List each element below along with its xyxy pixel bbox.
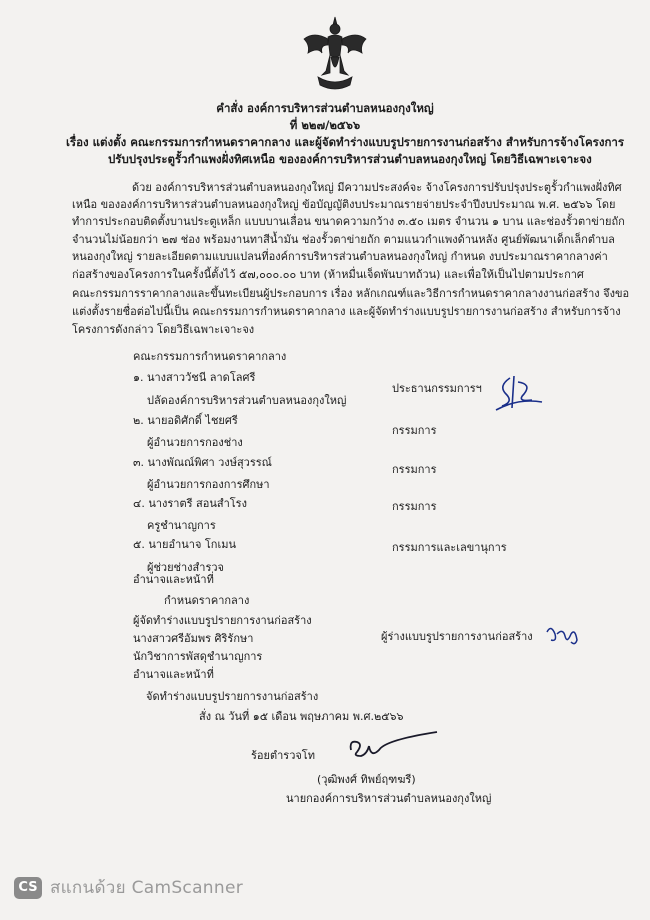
drafter-name: นางสาวศรีอัมพร ศิริรักษา	[133, 632, 254, 645]
committee-heading: คณะกรรมการกำหนดราคากลาง	[133, 350, 287, 363]
drafter-role: ผู้ร่างแบบรูปรายการงานก่อสร้าง	[381, 630, 533, 643]
member-position: ผู้ช่วยช่างสำรวจ	[147, 561, 224, 574]
order-title: คำสั่ง องค์การบริหารส่วนตำบลหนองกุงใหญ่	[216, 101, 434, 115]
body-line: ก่อสร้างของโครงการในครั้งนี้ตั้งไว้ ๕๗,๐๐๐.๐๐ บาท (ห้าหมื่นเจ็ดพันบาทถ้วน) และเพื่อให้เป็นไปตามประกาศ	[72, 268, 584, 281]
signer-name: (วุฒิพงศ์ ทิพย์ฤฑฆรี)	[317, 773, 416, 786]
signer-title: นายกองค์การบริหารส่วนตำบลหนองกุงใหญ่	[286, 792, 492, 805]
body-line: หนองกุงใหญ่ รายละเอียดตามแบบแปลนที่องค์การบริหารส่วนตำบลหนองกุงใหญ่ กำหนด งบประมาณราคากลางค่า	[72, 250, 608, 263]
duty-text: จัดทำร่างแบบรูปรายการงานก่อสร้าง	[146, 690, 319, 703]
member-name: ๒. นายอดิศักดิ์ ไชยศรี	[133, 414, 238, 427]
drafter-position: นักวิชาการพัสดุชำนาญการ	[133, 650, 263, 663]
member-role: กรรมการ	[392, 463, 437, 476]
signer-rank: ร้อยตำรวจโท	[251, 749, 315, 762]
member-name: ๓. นางพัณณ์พิศา วงษ์สุวรรณ์	[133, 456, 272, 469]
member-name: ๕. นายอำนาจ โกเมน	[133, 538, 236, 551]
garuda-emblem-icon	[300, 15, 370, 93]
camscanner-logo-icon: CS	[14, 877, 42, 899]
camscanner-watermark	[14, 874, 243, 901]
body-line: ทำการประกอบติดตั้งบานประตูเหล็ก แบบบานเลื่อน ขนาดความกว้าง ๓.๕๐ เมตร จำนวน ๑ บาน และช่องรั้วตาข่ายถัก	[72, 215, 625, 228]
member-position: ผู้อำนวยการกองช่าง	[147, 436, 243, 449]
member-role: กรรมการ	[392, 500, 437, 513]
body-line: จำนวนไม่น้อยกว่า ๒๗ ช่อง พร้อมงานทาสีน้ำมัน ช่องรั้วตาข่ายถัก ตามแนวกำแพงด้านหลัง ศูนย์พัฒนาเด็กเล็กตำบล	[72, 233, 615, 246]
duty-text: กำหนดราคากลาง	[164, 594, 250, 607]
drafter-signature	[543, 620, 583, 652]
duty-heading: อำนาจและหน้าที่	[133, 668, 214, 681]
member-name: ๑. นางสาววัชนี ลาดโลศรี	[133, 371, 256, 384]
date-line: สั่ง ณ วันที่ ๑๕ เดือน พฤษภาคม พ.ศ.๒๕๖๖	[199, 710, 404, 723]
duty-heading: อำนาจและหน้าที่	[133, 573, 214, 586]
order-number: ที่ ๒๒๗/๒๕๖๖	[289, 118, 361, 132]
body-line: คณะกรรมการราคากลางและขึ้นทะเบียนผู้ประกอบการ เรื่อง หลักเกณฑ์และวิธีการกำหนดราคากลางงานก่อสร้าง จึงขอ	[72, 287, 630, 300]
subject-line-1: เรื่อง แต่งตั้ง คณะกรรมการกำหนดราคากลาง และผู้จัดทำร่างแบบรูปรายการงานก่อสร้าง สำหรับการจ้างโครงการ	[66, 135, 625, 149]
body-line: เหนือ ขององค์การบริหารส่วนตำบลหนองกุงใหญ่ ข้อบัญญัติงบประมาณรายจ่ายประจำปีงบประมาณ พ.ศ. ๒๕๖๖ โดย	[72, 198, 616, 211]
drafter-heading: ผู้จัดทำร่างแบบรูปรายการงานก่อสร้าง	[133, 614, 312, 627]
camscanner-text: สแกนด้วย CamScanner	[50, 878, 243, 898]
mayor-signature	[345, 730, 441, 770]
chairman-signature	[488, 372, 548, 414]
body-line: ด้วย องค์การบริหารส่วนตำบลหนองกุงใหญ่ มีความประสงค์จะ จ้างโครงการปรับปรุงประตูรั้วกำแพงฝั่งทิศ	[132, 181, 622, 194]
member-name: ๔. นางราตรี สอนสำโรง	[133, 497, 247, 510]
body-line: แต่งตั้งรายชื่อต่อไปนี้เป็น คณะกรรมการกำหนดราคากลาง และผู้จัดทำร่างแบบรูปรายการงานก่อสร้าง สำหรับการจ้าง	[72, 305, 621, 318]
member-position: ครูชำนาญการ	[147, 519, 216, 532]
body-line: โครงการดังกล่าว โดยวิธีเฉพาะเจาะจง	[72, 323, 255, 336]
member-position: ผู้อำนวยการกองการศึกษา	[147, 478, 270, 491]
subject-line-2: ปรับปรุงประตูรั้วกำแพงฝั่งทิศเหนือ ขององค์การบริหารส่วนตำบลหนองกุงใหญ่ โดยวิธีเฉพาะเจาะจง	[108, 152, 592, 166]
member-role: กรรมการและเลขานุการ	[392, 541, 507, 554]
member-role: กรรมการ	[392, 424, 437, 437]
member-role: ประธานกรรมการฯ	[392, 382, 482, 395]
member-position: ปลัดองค์การบริหารส่วนตำบลหนองกุงใหญ่	[147, 394, 347, 407]
